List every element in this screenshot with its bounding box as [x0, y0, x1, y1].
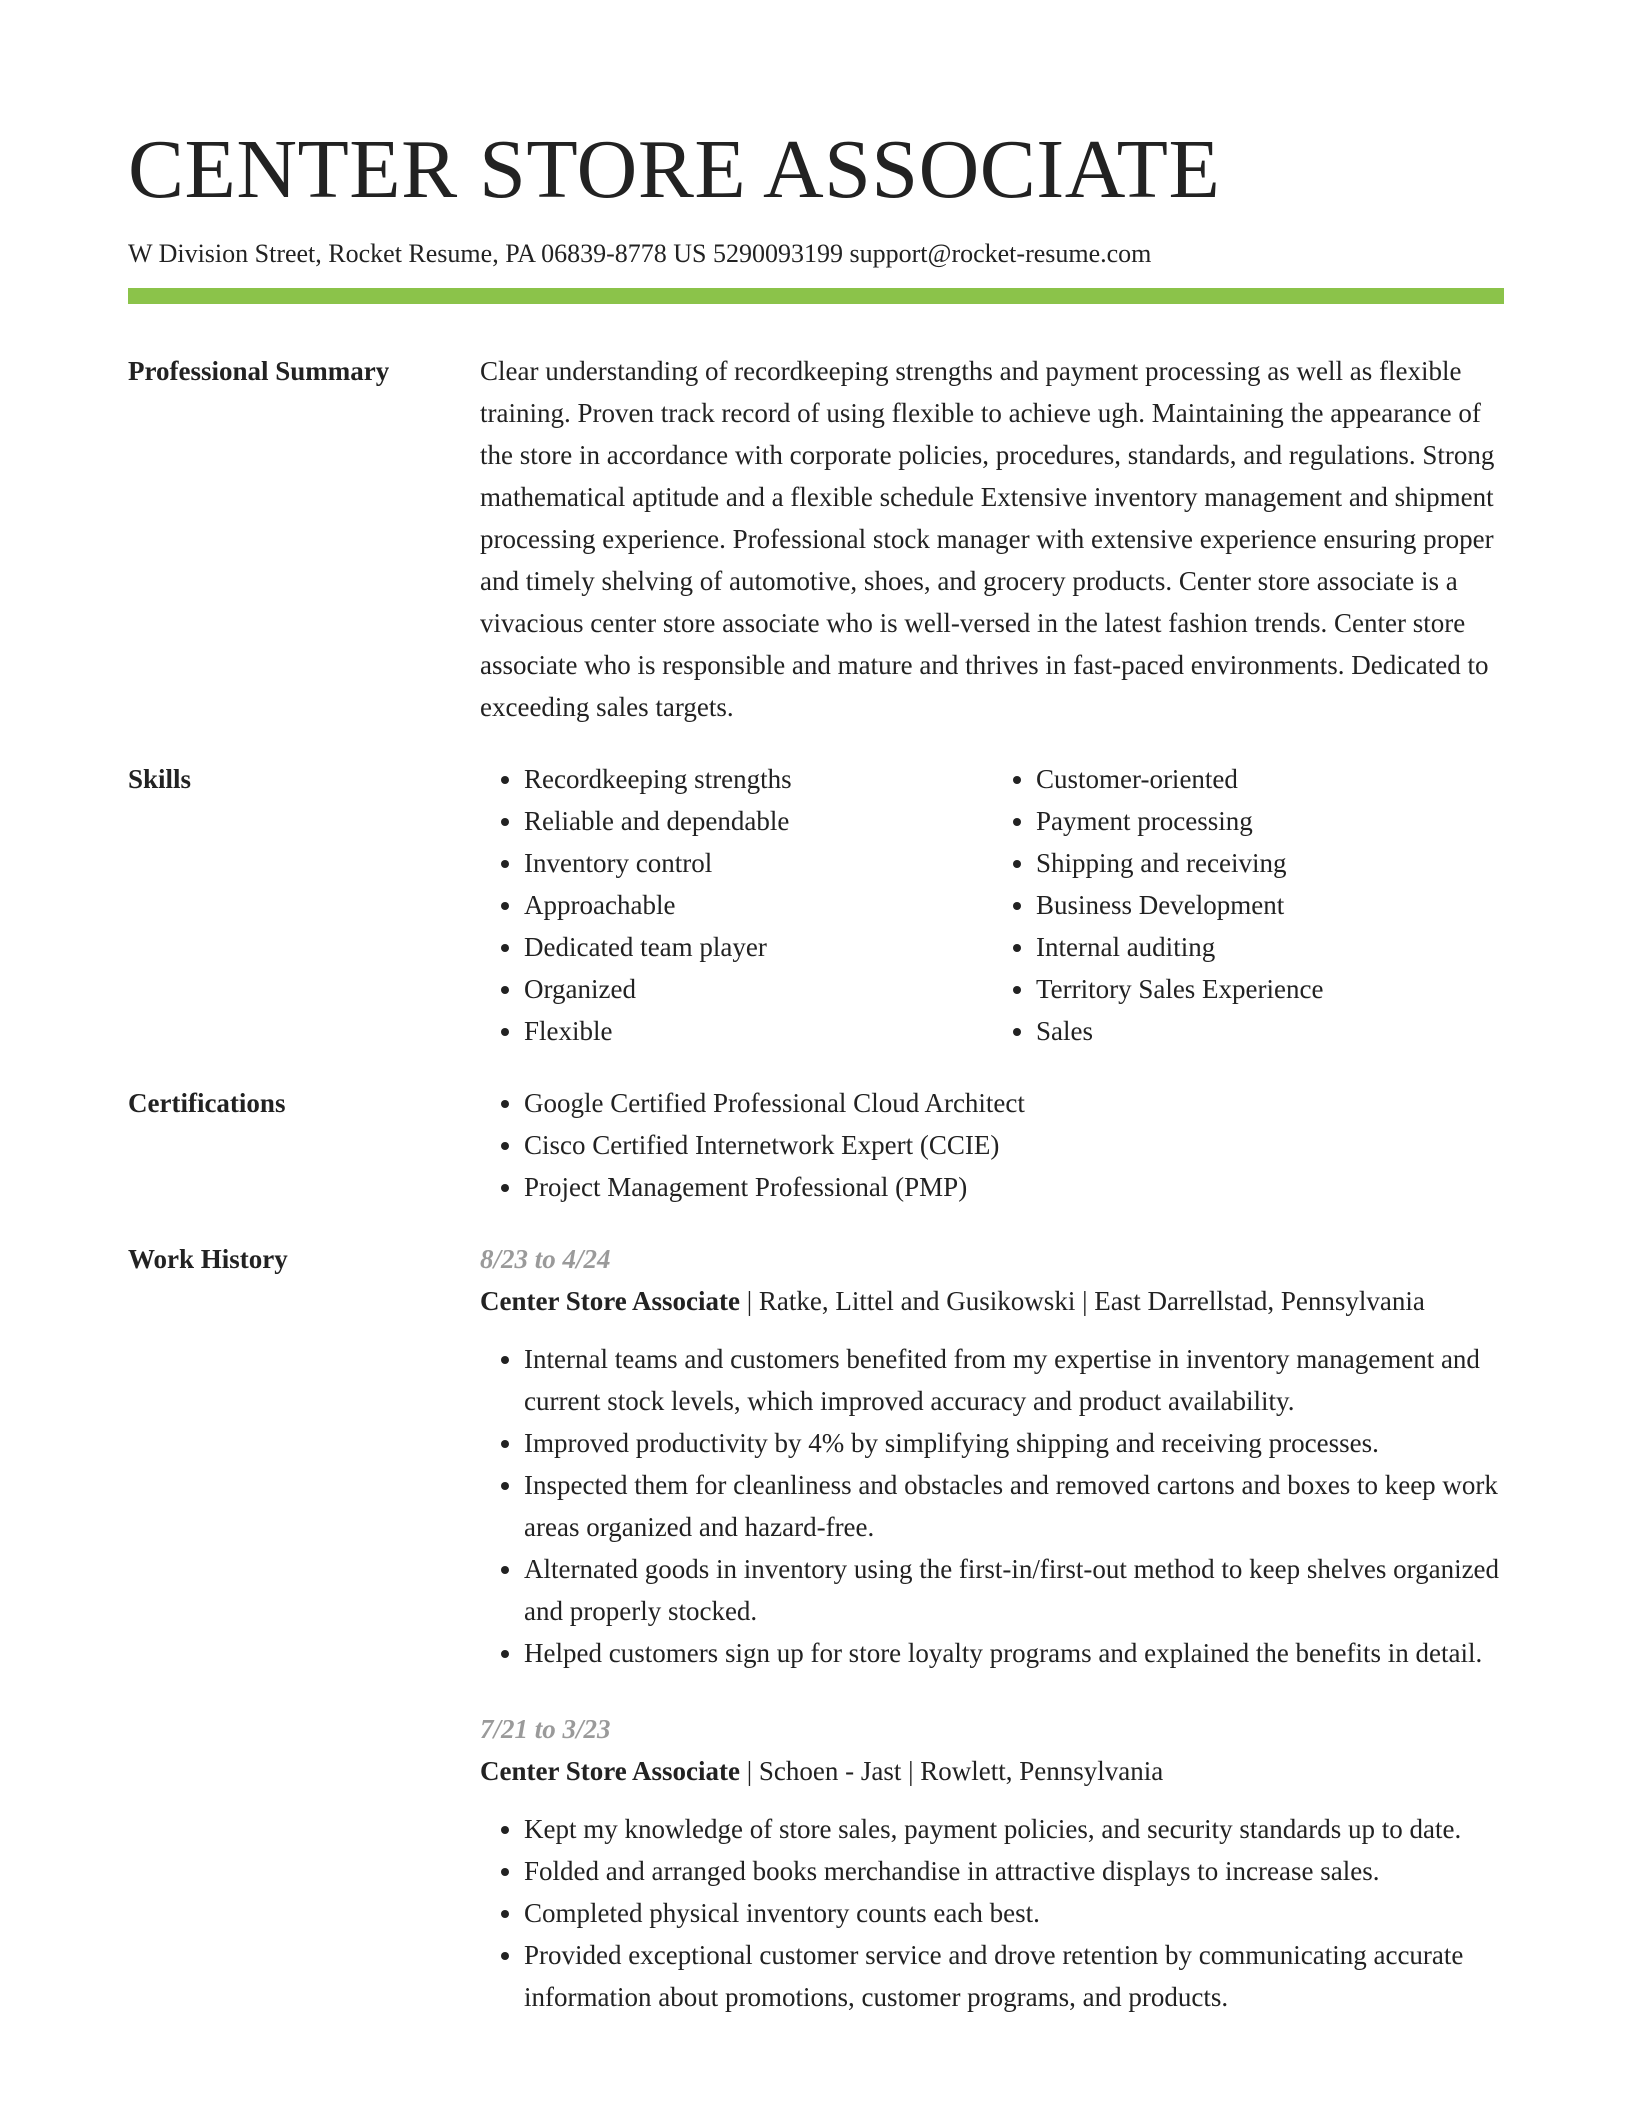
- job-bullet: • Kept my knowledge of store sales, payment policies, and security standards up to date.: [524, 1808, 1504, 1850]
- job-bullets: [480, 1338, 1504, 1674]
- job-bullet: • Internal teams and customers benefited from my expertise in inventory management and current stock levels, which improved accuracy and product availability.: [524, 1338, 1504, 1422]
- skill-item: • Recordkeeping strengths: [524, 758, 992, 800]
- job-bullet: • Provided exceptional customer service and drove retention by communicating accurate information about promotions, customer programs, and products.: [524, 1934, 1504, 2018]
- summary-section: [128, 350, 1504, 728]
- work-history-section: [128, 1238, 1504, 2018]
- job-bullet: • Helped customers sign up for store loyalty programs and explained the benefits in detail.: [524, 1632, 1504, 1674]
- job-bullet: • Folded and arranged books merchandise in attractive displays to increase sales.: [524, 1850, 1504, 1892]
- email: support@rocket-resume.com: [849, 239, 1152, 268]
- job-entry: [480, 1238, 1504, 1674]
- work-history-content: [480, 1238, 1504, 2018]
- phone: 5290093199: [713, 239, 843, 268]
- section-label-summary: Professional Summary: [128, 356, 390, 386]
- job-bullet: • Alternated goods in inventory using the first-in/first-out method to keep shelves organized and properly stocked.: [524, 1548, 1504, 1632]
- job-employer-location: | Schoen - Jast | Rowlett, Pennsylvania: [739, 1756, 1164, 1786]
- contact-line: [128, 236, 1504, 272]
- skills-list-left: [480, 758, 992, 1052]
- skills-section: [128, 758, 1504, 1052]
- section-label-skills: Skills: [128, 764, 192, 794]
- skill-item: • Approachable: [524, 884, 992, 926]
- job-bullet: • Improved productivity by 4% by simplifying shipping and receiving processes.: [524, 1422, 1504, 1464]
- header-divider: [128, 288, 1504, 304]
- section-label-certifications: Certifications: [128, 1088, 286, 1118]
- skill-item: • Reliable and dependable: [524, 800, 992, 842]
- job-dates: 7/21 to 3/23: [480, 1714, 611, 1744]
- job-employer-location: | Ratke, Littel and Gusikowski | East Darrellstad, Pennsylvania: [739, 1286, 1425, 1316]
- skill-item: • Sales: [1036, 1010, 1504, 1052]
- certifications-content: [480, 1082, 1504, 1208]
- job-dates: 8/23 to 4/24: [480, 1244, 611, 1274]
- skills-list-right: [992, 758, 1504, 1052]
- skill-item: • Shipping and receiving: [1036, 842, 1504, 884]
- skill-item: • Dedicated team player: [524, 926, 992, 968]
- certifications-section: [128, 1082, 1504, 1208]
- certification-item: • Project Management Professional (PMP): [524, 1166, 1504, 1208]
- skill-item: • Organized: [524, 968, 992, 1010]
- address: W Division Street, Rocket Resume, PA 06839-8778 US: [128, 239, 707, 268]
- skill-item: • Territory Sales Experience: [1036, 968, 1504, 1010]
- skill-item: • Payment processing: [1036, 800, 1504, 842]
- certification-item: • Cisco Certified Internetwork Expert (CCIE): [524, 1124, 1504, 1166]
- job-entry: [480, 1708, 1504, 2018]
- summary-content: [480, 350, 1504, 728]
- certifications-list: [480, 1082, 1504, 1208]
- job-title: Center Store Associate: [480, 1756, 740, 1786]
- resume-page: [128, 112, 1504, 2018]
- job-bullet: • Inspected them for cleanliness and obstacles and removed cartons and boxes to keep work areas organized and hazard-free.: [524, 1464, 1504, 1548]
- job-title-line: [480, 1750, 1504, 1792]
- job-bullet: • Completed physical inventory counts each best.: [524, 1892, 1504, 1934]
- skill-item: • Business Development: [1036, 884, 1504, 926]
- certification-item: • Google Certified Professional Cloud Architect: [524, 1082, 1504, 1124]
- job-title: Center Store Associate: [480, 1286, 740, 1316]
- skills-grid: [480, 758, 1504, 1052]
- skill-item: • Inventory control: [524, 842, 992, 884]
- section-label-work-history: Work History: [128, 1244, 288, 1274]
- skill-item: • Flexible: [524, 1010, 992, 1052]
- job-bullets: [480, 1808, 1504, 2018]
- summary-text: Clear understanding of recordkeeping strengths and payment processing as well as flexible training. Proven track record of using flexible to achieve ugh. Maintaining the appearance of the store in accordance with corporate policies, procedures, standards, and regulations. Strong mathematical aptitude and a flexible schedule Extensive inventory management and shipment processing experience. Professional stock manager with extensive experience ensuring proper and timely shelving of automotive, shoes, and grocery products. Center store associate is a vivacious center store associate who is well-versed in the latest fashion trends. Center store associate who is responsible and mature and thrives in fast-paced environments. Dedicated to exceeding sales targets.: [480, 356, 1495, 722]
- job-title-line: [480, 1280, 1504, 1322]
- skill-item: • Customer-oriented: [1036, 758, 1504, 800]
- skill-item: • Internal auditing: [1036, 926, 1504, 968]
- candidate-name: CENTER STORE ASSOCIATE: [128, 123, 1221, 216]
